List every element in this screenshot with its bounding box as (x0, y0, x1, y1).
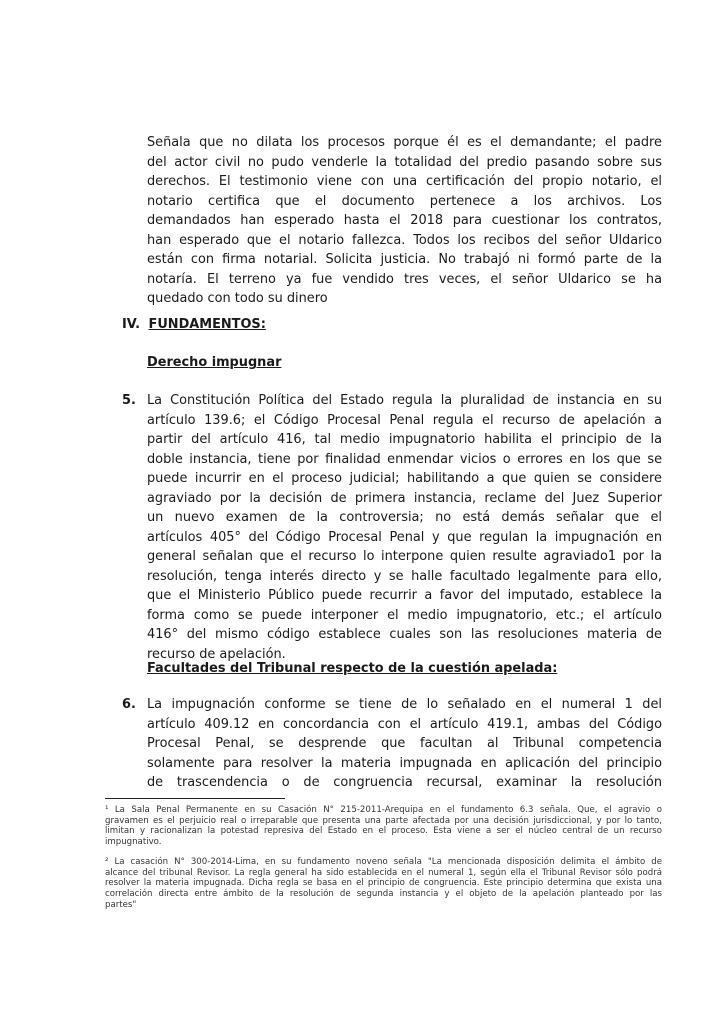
text-line: quedado con todo su dinero (147, 291, 328, 306)
footnote-1 (105, 805, 662, 848)
text-line: del actor civil no pudo venderle la totalidad del predio pasando sobre sus (147, 154, 662, 170)
text-line: agraviado por la decisión de primera instancia, reclame del Juez Superior (147, 490, 662, 506)
section-number: IV. (122, 317, 141, 332)
text-line: demandados han esperado hasta el 2018 para cuestionar los contratos, (147, 213, 662, 228)
text-line: artículo 409.12 en concordancia con el artículo 419.1, ambas del Código (147, 716, 662, 732)
text-line: alcance del tribunal Revisor. La regla general ha sido establecida en el numeral 1, según ella el Tribunal Revisor sólo podrá (105, 867, 662, 878)
text-line: Señala que no dilata los procesos porque él es el demandante; el padre (147, 135, 662, 150)
text-line: que el Ministerio Público puede recurrir a favor del imputado, establece la (147, 588, 662, 603)
paragraph-5 (122, 391, 662, 664)
text-line: ² La casación N° 300-2014-Lima, en su fundamento noveno señala "La mencionada disposición delimita el ámbito de (105, 857, 662, 867)
text-line: impugnativo. (105, 837, 162, 848)
text-line: notaría. El terreno ya fue vendido tres veces, el señor Uldarico se ha (147, 271, 662, 287)
text-line: 416° del mismo código establece cuales son las resoluciones materia de (147, 627, 662, 642)
text-line: recurso de apelación. (147, 646, 286, 662)
paragraph-intro (147, 133, 662, 309)
text-line: Procesal Penal, se desprende que facultan al Tribunal competencia (147, 736, 662, 751)
text-line: han esperado que el notario fallezca. Todos los recibos del señor Uldarico (147, 232, 662, 248)
paragraph-number: 5. (122, 393, 136, 408)
text-line: general señalan que el recurso lo interpone quien resulte agraviado1 por la (147, 549, 662, 564)
text-line: ¹ La Sala Penal Permanente en su Casación N° 215-2011-Arequipa en el fundamento 6.3 señala. Que, el agravio o (105, 805, 662, 815)
text-line: correlación directa entre ámbito de la resolución de segunda instancia y el objeto de la apelación planteado por las (105, 889, 662, 900)
text-line: La Constitución Política del Estado regula la pluralidad de instancia en su (147, 393, 662, 408)
section-heading (122, 315, 266, 335)
text-line: forma como se puede interponer el medio impugnatorio, etc.; el artículo (147, 607, 662, 623)
text-line: notario certifica que el documento pertenece a los archivos. Los (147, 193, 662, 209)
text-line: un nuevo examen de la controversia; no está demás señalar que el (147, 510, 662, 525)
text-line: puede incurrir en el proceso judicial; habilitando a que quien se considere (147, 471, 662, 486)
text-line: partes" (105, 899, 137, 910)
text-line: doble instancia, tiene por finalidad enmendar vicios o errores en los que se (147, 451, 662, 467)
text-line: La impugnación conforme se tiene de lo señalado en el numeral 1 del (147, 697, 662, 712)
footnote-2 (105, 857, 662, 910)
text-line: limitan y racionalizan la potestad represiva del Estado en el proceso. Esta viene a ser el núcleo central de un recurso (105, 826, 662, 837)
subheading-derecho-impugnar: Derecho impugnar (147, 355, 282, 370)
text-line: partir del artículo 416, tal medio impugnatorio habilita el principio de la (147, 432, 662, 447)
text-line: artículo 139.6; el Código Procesal Penal regula el recurso de apelación a (147, 412, 662, 428)
paragraph-6 (122, 695, 662, 793)
text-line: artículos 405° del Código Procesal Penal y que regulan la impugnación en (147, 529, 662, 545)
text-line: resolver la materia impugnada. Dicha regla se basa en el principio de congruencia. Este principio determina que exista una (105, 878, 662, 889)
text-line: derechos. El testimonio viene con una certificación del propio notario, el (147, 174, 662, 189)
paragraph-number: 6. (122, 697, 136, 712)
text-line: solamente para resolver la materia impugnada en aplicación del principio (147, 755, 662, 771)
subheading-facultades: Facultades del Tribunal respecto de la cuestión apelada: (147, 661, 558, 676)
text-line: resolución, tenga interés directo y se halle facultado legalmente para ello, (147, 568, 662, 584)
section-title: FUNDAMENTOS: (148, 317, 266, 332)
text-line: están con firma notarial. Solicita justicia. No trabajó ni formó parte de la (147, 252, 662, 267)
text-line: gravamen es el perjuicio real o irreparable que presenta una parte afectada por una decisión jurisdiccional, y por lo tanto, (105, 815, 662, 826)
footnote-separator (105, 798, 285, 799)
text-line: de trascendencia o de congruencia recursal, examinar la resolución (147, 775, 662, 790)
